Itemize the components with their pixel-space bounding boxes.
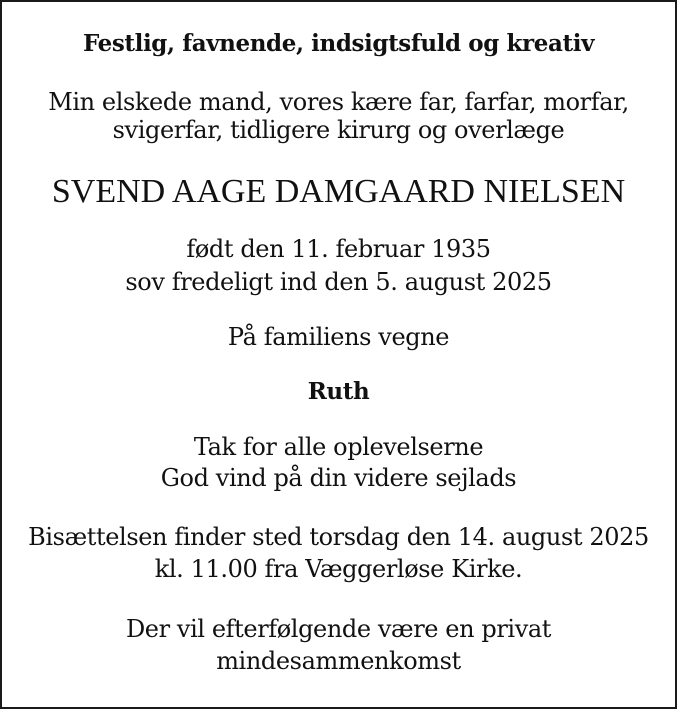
gathering-line-1: Der vil efterfølgende være en privat bbox=[125, 615, 552, 643]
funeral-line-2: kl. 11.00 fra Væggerløse Kirke. bbox=[154, 555, 523, 583]
birth-date: født den 11. februar 1935 bbox=[186, 235, 491, 263]
funeral-line-1: Bisættelsen finder sted torsdag den 14. august 2025 bbox=[28, 523, 649, 551]
thanks-line-2: God vind på din videre sejlads bbox=[160, 464, 517, 492]
signer-name: Ruth bbox=[307, 378, 370, 405]
deceased-name: SVEND AAGE DAMGAARD NIELSEN bbox=[51, 173, 626, 210]
intro-line-1: Min elskede mand, vores kære far, farfar, morfar, bbox=[48, 88, 629, 116]
gathering-line-2: mindesammenkomst bbox=[216, 647, 461, 675]
on-behalf-line: På familiens vegne bbox=[227, 323, 450, 351]
thanks-line-1: Tak for alle oplevelserne bbox=[193, 433, 484, 461]
intro-line-2: svigerfar, tidligere kirurg og overlæge bbox=[112, 116, 565, 144]
death-date: sov fredeligt ind den 5. august 2025 bbox=[125, 268, 552, 296]
tagline: Festlig, favnende, indsigtsfuld og kreativ bbox=[82, 30, 595, 57]
